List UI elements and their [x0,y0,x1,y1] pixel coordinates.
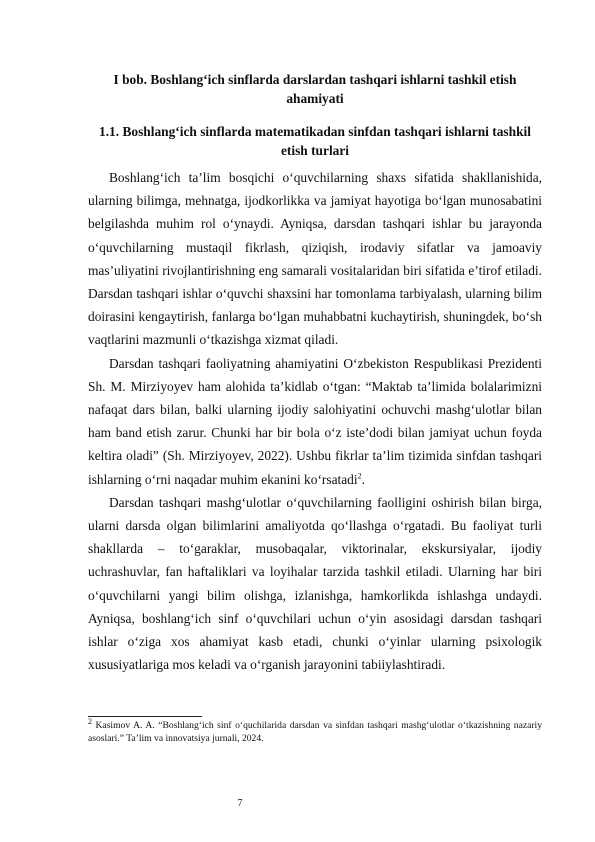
paragraph-2 [88,352,542,491]
paragraph-2-text: Darsdan tashqari faoliyatning ahamiyatini O‘zbekiston Respublikasi Prezidenti Sh. M. Mirziyoyev ham alohida ta’kidlab o‘tgan: “Maktab ta’limida bolalarimizni nafaqat dars bilan, balki ularning ijodiy salohiyatini ochuvchi mashg‘ulotlar bilan ham band etish zarur. Chunki har bir bola o‘z iste’dodi bilan jamiyat uchun foyda keltira oladi” (Sh. Mirziyoyev, 2022). Ushbu fikrlar ta’lim tizimida sinfdan tashqari ishlarning o‘rni naqadar muhim ekanini ko‘rsatadi [88,355,542,487]
footnote-separator [88,716,202,717]
footnote-text: Kasimov A. A. “Boshlang‘ich sinf o‘quchilarida darsdan va sinfdan tashqari mashg‘ulotlar o‘tkazishning nazariy asoslari.” Ta’lim va innovatsiya jurnali, 2024. [88,720,542,744]
footnote-reference: 2 [357,471,362,481]
section-title: 1.1. Boshlang‘ich sinflarda matematikadan sinfdan tashqari ishlarni tashkil etish turlari [99,124,531,158]
footnote-mark: 2 [88,716,92,726]
body-text [88,166,542,676]
paragraph-2-end: . [361,471,365,487]
paragraph-3: Darsdan tashqari mashg‘ulotlar o‘quvchilarning faolligini oshirish bilan birga, ularni darsda olgan bilimlarini amaliyotda qo‘llashga o‘rgatadi. Bu faoliyat turli shakllarda – to‘garaklar, musobaqalar, viktorinalar, ekskursiyalar, ijodiy uchrashuvlar, fan haftaliklari va loyihalar tarzida tashkil etiladi. Ularning har biri o‘quvchilarni yangi bilim olishga, izlanishga, hamkorlikda ishlashga undaydi. Ayniqsa, boshlang‘ich sinf o‘quvchilari uchun o‘yin asosidagi darsdan tashqari ishlar o‘ziga xos ahamiyat kasb etadi, chunki o‘yinlar ularning psixologik xususiyatlariga mos keladi va o‘rganish jarayonini tabiiylashtiradi. [88,494,542,673]
page-number: 7 [237,798,243,809]
footnote [88,716,542,745]
chapter-title: I bob. Boshlang‘ich sinflarda darslardan tashqari ishlarni tashkil etish ahamiyati [113,72,517,106]
paragraph-1: Boshlang‘ich ta’lim bosqichi o‘quvchilarning shaxs sifatida shakllanishida, ularning bilimga, mehnatga, ijodkorlikka va jamiyat hayotiga bo‘lgan munosabatini belgilashda muhim rol o‘ynaydi. Ayniqsa, darsdan tashqari ishlar bu jarayonda o‘quvchilarning mustaqil fikrlash, qiziqish, irodaviy sifatlar va jamoaviy mas’uliyatini rivojlantirishning eng samarali vositalaridan biri sifatida e’tirof etiladi. Darsdan tashqari ishlar o‘quvchi shaxsini har tomonlama tarbiyalash, ularning bilim doirasini kengaytirish, fanlarga bo‘lgan muhabbatni kuchaytirish, shuningdek, bo‘sh vaqtlarini mazmunli o‘tkazishga xizmat qiladi. [88,170,542,348]
